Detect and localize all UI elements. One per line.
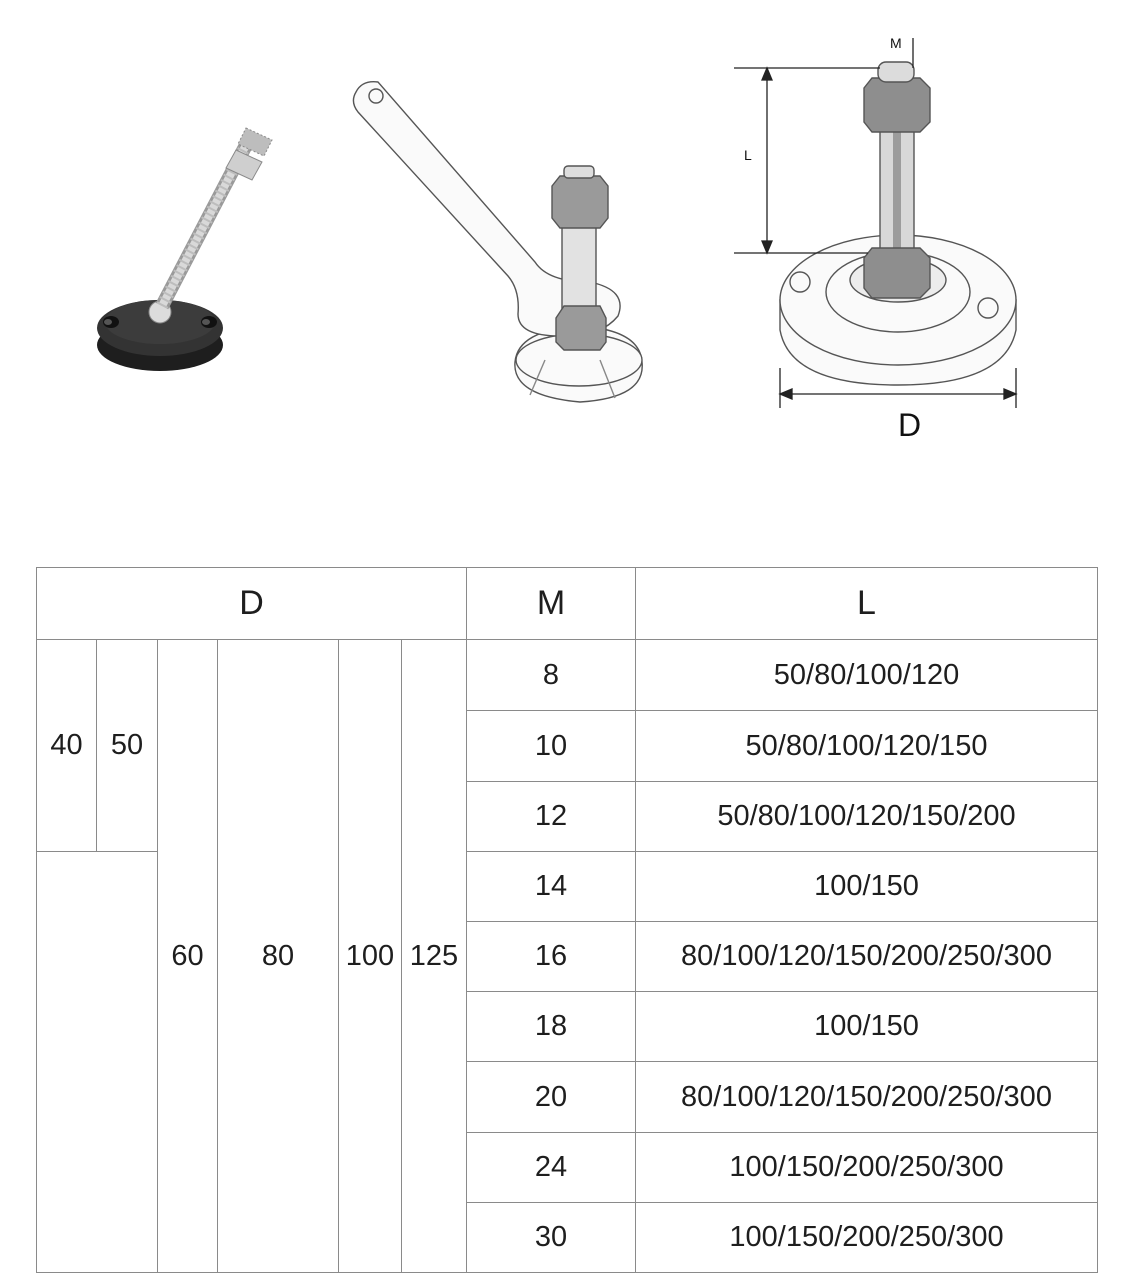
wrench-leveling-foot-drawing: [353, 82, 642, 402]
dimension-drawing: [734, 35, 1016, 443]
leveling-foot-photo: [97, 128, 272, 371]
m-value: 8: [467, 640, 636, 711]
header-row: [37, 568, 1098, 640]
d-value-125: 125: [402, 640, 467, 1273]
d-value-80: 80: [218, 640, 339, 1273]
dim-label-d: D: [898, 407, 922, 443]
m-value: 24: [467, 1133, 636, 1203]
header-m: M: [467, 568, 636, 640]
header-d: D: [37, 568, 467, 640]
m-value: 18: [467, 992, 636, 1062]
l-value: 100/150/200/250/300: [636, 1133, 1098, 1203]
product-illustrations: [0, 0, 1134, 520]
m-value: 20: [467, 1062, 636, 1133]
l-value: 100/150/200/250/300: [636, 1203, 1098, 1273]
d-value-100: 100: [339, 640, 402, 1273]
empty-d-cell: [37, 852, 158, 1273]
l-value: 80/100/120/150/200/250/300: [636, 1062, 1098, 1133]
l-value: 50/80/100/120/150/200: [636, 782, 1098, 852]
m-value: 12: [467, 782, 636, 852]
d-value-50: 50: [97, 640, 158, 852]
header-l: L: [636, 568, 1098, 640]
l-value: 50/80/100/120: [636, 640, 1098, 711]
table-row: [37, 640, 1098, 711]
dim-label-l: L: [744, 147, 752, 163]
m-value: 10: [467, 711, 636, 782]
m-value: 30: [467, 1203, 636, 1273]
l-value: 100/150: [636, 852, 1098, 922]
l-value: 50/80/100/120/150: [636, 711, 1098, 782]
l-value: 80/100/120/150/200/250/300: [636, 922, 1098, 992]
spec-table: [36, 567, 1098, 1273]
d-value-40: 40: [37, 640, 97, 852]
dim-label-m: M: [890, 35, 902, 51]
m-value: 14: [467, 852, 636, 922]
l-value: 100/150: [636, 992, 1098, 1062]
d-value-60: 60: [158, 640, 218, 1273]
m-value: 16: [467, 922, 636, 992]
